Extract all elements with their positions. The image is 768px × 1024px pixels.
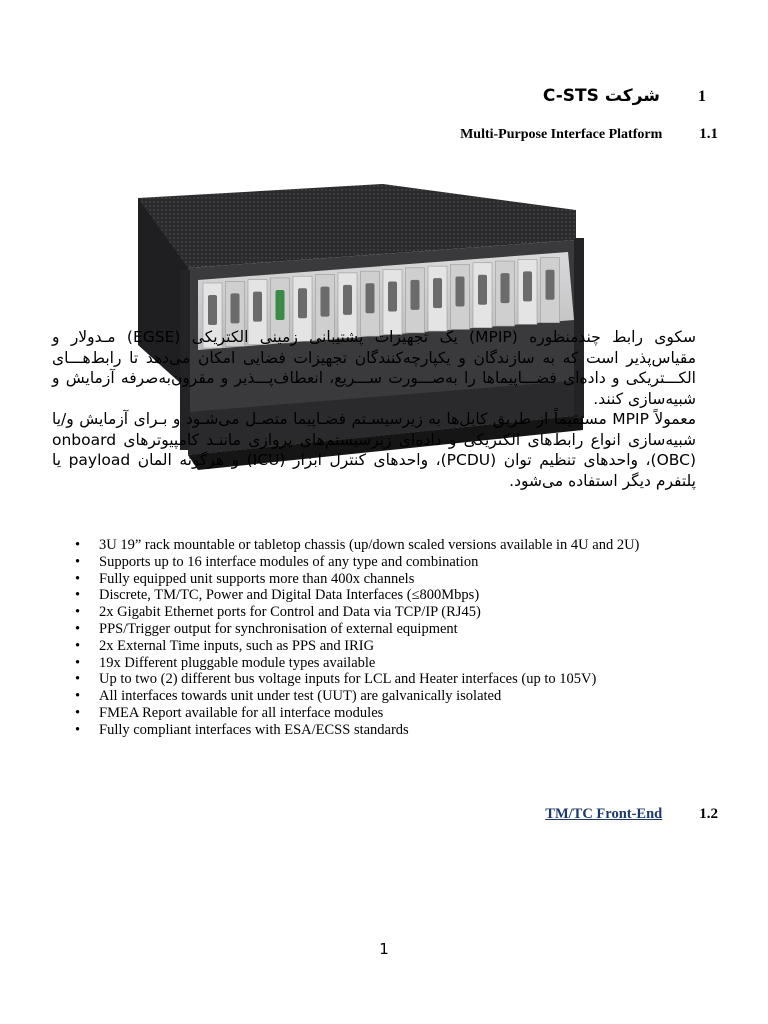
dsub-connector <box>523 271 532 301</box>
dsub-connector <box>253 292 262 322</box>
page-number: 1 <box>379 940 389 958</box>
dsub-connector <box>231 293 240 323</box>
dsub-connector <box>366 283 375 313</box>
dsub-connector <box>388 282 397 312</box>
dsub-connector <box>478 275 487 305</box>
dsub-connector <box>433 278 442 308</box>
feature-item: • 2x Gigabit Ethernet ports for Control and Data via TCP/IP (RJ45) <box>75 604 639 621</box>
persian-description <box>52 327 696 491</box>
heading-1-1 <box>460 126 718 143</box>
feature-item: • All interfaces towards unit under test (UUT) are galvanically isolated <box>75 688 639 705</box>
feature-item: • Fully compliant interfaces with ESA/ECSS standards <box>75 722 639 739</box>
feature-list <box>75 537 639 739</box>
feature-item: • Discrete, TM/TC, Power and Digital Data Interfaces (≤800Mbps) <box>75 587 639 604</box>
dsub-connector <box>276 290 285 320</box>
feature-item: • 3U 19” rack mountable or tabletop chassis (up/down scaled versions available in 4U and 2U) <box>75 537 639 554</box>
persian-paragraph-2: معمولاً MPIP مستقیماً از طریق کابل‌ها به زیرسیسـتم فضـاپیما متصـل می‌شـود و بـرای آزمایش و/یا شبیه‌سازی انواع رابط‌های الکتریکی و داده‌ای زیرسیستم‌های پروازی ماننـد کامپیوترهای onboard (OBC)، واحدهای تنظیم توان (PCDU)، واحدهای کنترل ابزار (ICU) و هرگونه المان payload یا پلتفرم دیگر استفاده می‌شود. <box>52 410 697 490</box>
heading-1-title: C-STS شرکت <box>542 86 660 106</box>
heading-1-2 <box>545 806 718 823</box>
dsub-connector <box>321 287 330 317</box>
feature-item: • PPS/Trigger output for synchronisation of external equipment <box>75 621 639 638</box>
persian-paragraph-1: سکوی رابط چندمنظوره (MPIP) یک تجهیزات پشتیبانی زمینی الکتریکی (EGSE) مـدولار و مقیاس‌پذیر است که به سازندگان و یکپارچه‌کنندگان تجهیزات فضایی امکان می‌دهد تا رابط‌هـــای الکـــتریکی و داده‌ای فضـــاپیماها را به‌صـــورت ســـریع، انعطاف‌پـــذیر و مقرون‌به‌صرفه آزمایش و شبیه‌سازی کنند. <box>52 328 696 408</box>
dsub-connector <box>501 273 510 303</box>
heading-1-1-number: 1.1 <box>699 126 718 142</box>
dsub-connector <box>411 280 420 310</box>
heading-1-1-title: Multi-Purpose Interface Platform <box>460 127 663 142</box>
feature-item: • Supports up to 16 interface modules of any type and combination <box>75 554 639 571</box>
feature-item: • 2x External Time inputs, such as PPS and IRIG <box>75 638 639 655</box>
dsub-connector <box>546 270 555 300</box>
dsub-connector <box>298 288 307 318</box>
feature-item: • Fully equipped unit supports more than 400x channels <box>75 571 639 588</box>
feature-item: • FMEA Report available for all interface modules <box>75 705 639 722</box>
heading-1 <box>543 86 706 106</box>
dsub-connector <box>456 276 465 306</box>
heading-1-number: 1 <box>698 88 706 105</box>
feature-item: • Up to two (2) different bus voltage inputs for LCL and Heater interfaces (up to 105V) <box>75 671 639 688</box>
dsub-connector <box>208 295 217 325</box>
heading-1-2-number: 1.2 <box>699 806 718 822</box>
heading-1-2-title[interactable]: TM/TC Front-End <box>545 806 663 822</box>
dsub-connector <box>343 285 352 315</box>
feature-item: • 19x Different pluggable module types available <box>75 655 639 672</box>
